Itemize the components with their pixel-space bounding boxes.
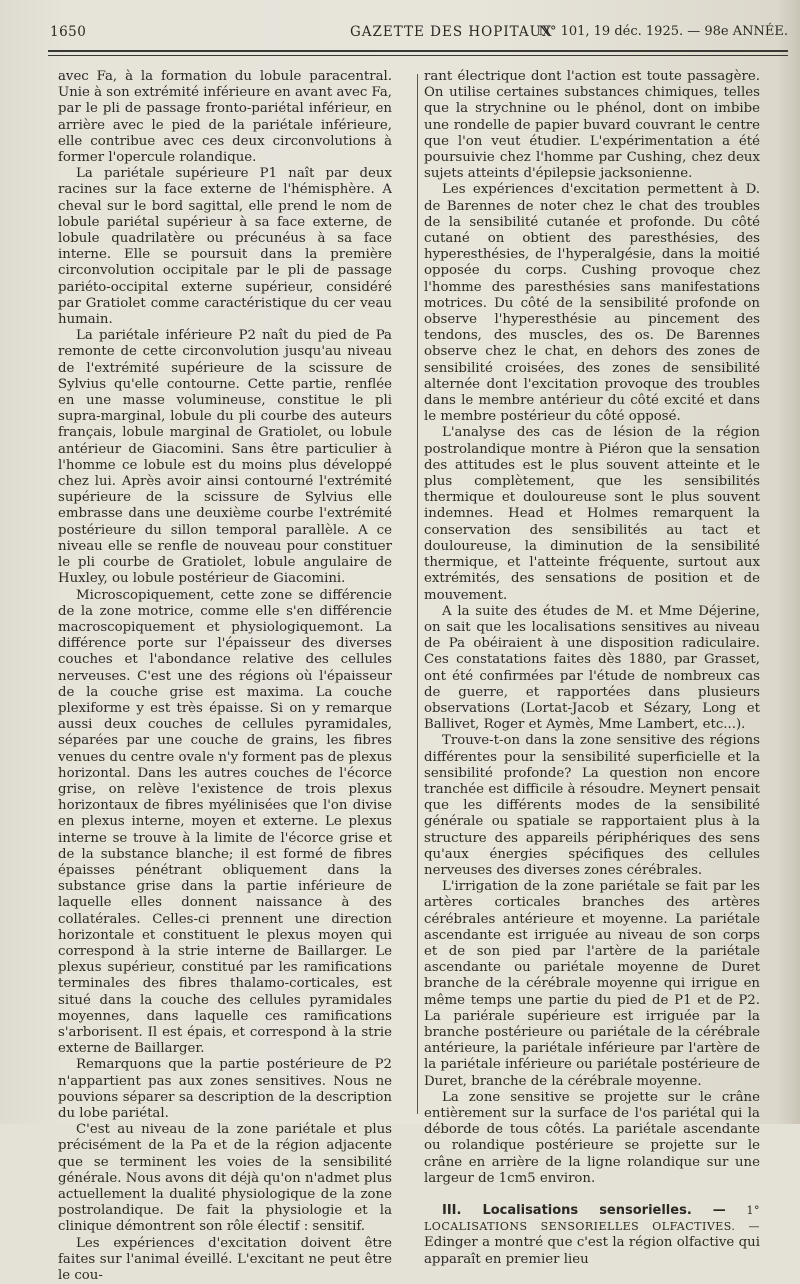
- paragraph: La pariétale inférieure P2 naît du pied de Pa remonte de cette circonvolution jusqu'au niveau de l'extrémité supérieure de la scissure de Sylvius qu'elle contourne. Cette partie, renflée en une masse volumineuse, constitue le pli supra-marginal, lobule du pli courbe des auteurs français, lobule marginal de Gratiolet, ou lobule antérieur de Giacomini. Sans être particulier à l'homme ce lobule est du moins plus développé chez lui. Après avoir ainsi contourné l'extrémité supérieure de la scissure de Sylvius elle embrasse dans une deuxième courbe l'extrémité postérieure du sillon temporal parallèle. A ce niveau elle se renfle de nouveau pour constituer le pli courbe de Gratiolet, lobule angulaire de Huxley, ou lobule postérieur de Giacomini.: [58, 328, 392, 587]
- paragraph: L'analyse des cas de lésion de la région postrolandique montre à Piéron que la sensation des attitudes est le plus souvent atteinte et le plus complètement, que les sensibilités thermique et douloureuse sont le plus souvent indemnes. Head et Holmes remarquent la conservation des sensibilités au tact et douloureuse, la diminution de la sensibilité thermique, et l'atteinte fréquente, surtout aux extrémités, des sensations de position et de mouvement.: [424, 425, 760, 603]
- section-heading: III. Localisations sensorielles. —: [442, 1203, 726, 1219]
- page-number: 1650: [50, 24, 87, 40]
- paragraph: Remarquons que la partie postérieure de P2 n'appartient pas aux zones sensitives. Nous ne pouvions séparer sa description de la description du lobe pariétal.: [58, 1057, 392, 1121]
- running-header: [50, 24, 788, 46]
- paragraph: C'est au niveau de la zone pariétale et plus précisément de la Pa et de la région adjacente que se terminent les voies de la sensibilité générale. Nous avons dit déjà qu'on n'admet plus actuellement la dualité physiologique de la zone postrolandique. De fait la physiologie et la clinique démontrent son rôle électif : sensitif.: [58, 1122, 392, 1235]
- right-column: [424, 69, 760, 1268]
- header-rule-thin: [48, 55, 788, 56]
- paragraph: avec Fa, à la formation du lobule paracentral. Unie à son extrémité inférieure en avant avec Fa, par le pli de passage fronto-pariétal inférieur, en arrière avec le pied de la pariétale inférieure, elle contribue avec ces deux circonvolutions à former l'opercule rolandique.: [58, 69, 392, 166]
- section-text: Edinger a montré que c'est la région olfactive qui apparaît en premier lieu: [424, 1235, 760, 1267]
- section-paragraph: [424, 1203, 760, 1268]
- paragraph: Les expériences d'excitation permettent à D. de Barennes de noter chez le chat des troubles de la sensibilité cutanée et profonde. Du côté cutané on obtient des paresthésies, des hyperesthésies, de l'hyperalgésie, dans la moitié opposée du corps. Cushing provoque chez l'homme des paresthésies sans manifestations motrices. Du côté de la sensibilité profonde on observe l'hyperesthésie au pincement des tendons, des muscles, des os. De Barennes observe chez le chat, en dehors des zones de sensibilité croisées, des zones de sensibilité alternée dont l'excitation provoque des troubles dans le membre antérieur du côté excité et dans le membre postérieur du côté opposé.: [424, 182, 760, 425]
- paragraph: Microscopiquement, cette zone se différencie de la zone motrice, comme elle s'en différencie macroscopiquement et physiologiquemont. La différence porte sur l'épaisseur des diverses couches et l'abondance relative des cellules nerveuses. C'est une des régions où l'épaisseur de la couche grise est maxima. La couche plexiforme y est très épaisse. Si on y remarque aussi deux couches de cellules pyramidales, séparées par une couche de grains, les fibres venues du centre ovale n'y forment pas de plexus horizontal. Dans les autres couches de l'écorce grise, on relève l'existence de trois plexus horizontaux de fibres myélinisées que l'on divise en plexus interne, moyen et externe. Le plexus interne se trouve à la limite de l'écorce grise et de la substance blanche; il est formé de fibres épaisses pénétrant obliquement dans la substance grise dans la partie inférieure de laquelle elles donnent naissance à des collatérales. Celles-ci prennent une direction horizontale et constituent le plexus moyen qui correspond à la strie interne de Baillarger. Le plexus supérieur, constitué par les ramifications terminales des fibres thalamo-corticales, est situé dans la couche des cellules pyramidales moyennes, dans laquelle ces ramifications s'arborisent. Il est épais, et correspond à la strie externe de Baillarger.: [58, 587, 392, 1057]
- paragraph: Les expériences d'excitation doivent être faites sur l'animal éveillé. L'excitant ne peut être le cou-: [58, 1235, 392, 1284]
- left-column: [58, 69, 392, 1284]
- paragraph: A la suite des études de M. et Mme Déjerine, on sait que les localisations sensitives au niveau de Pa obéiraient à une disposition radiculaire. Ces constatations faites dès 1880, par Grasset, ont été confirmées par l'étude de nombreux cas de guerre, et rapportées dans plusieurs observations (Lortat-Jacob et Sézary, Long et Ballivet, Roger et Aymès, Mme Lambert, etc...).: [424, 603, 760, 733]
- paragraph: La pariétale supérieure P1 naît par deux racines sur la face externe de l'hémisphère. A cheval sur le bord sagittal, elle prend le nom de lobule pariétal supérieur à sa face externe, de lobule quadrilatère ou précunéus à sa face interne. Elle se poursuit dans la première circonvolution occipitale par le pli de passage pariéto-occipital externe supérieur, considéré par Gratiolet comme caractéristique du cer veau humain.: [58, 166, 392, 328]
- section-subheading: 1° LOCALISATIONS SENSORIELLES OLFACTIVES. —: [424, 1204, 760, 1234]
- journal-title: GAZETTE DES HOPITAUX: [350, 24, 553, 40]
- column-separator: [417, 74, 418, 1114]
- paragraph: rant électrique dont l'action est toute passagère. On utilise certaines substances chimiques, telles que la strychnine ou le phénol, dont on imbibe une rondelle de papier buvard couvrant le centre que l'on veut étudier. L'expérimentation a été poursuivie chez l'homme par Cushing, chez deux sujets atteints d'épilepsie jacksonienne.: [424, 69, 760, 182]
- paragraph: Trouve-t-on dans la zone sensitive des régions différentes pour la sensibilité superficielle et la sensibilité profonde? La question non encore tranchée est difficile à résoudre. Meynert pensait que les différents modes de la sensibilité générale ou spatiale se rapportaient plus à la structure des appareils périphériques des sens qu'aux énergies spécifiques des cellules nerveuses des diverses zones cérébrales.: [424, 733, 760, 878]
- paragraph: L'irrigation de la zone pariétale se fait par les artères corticales branches des artères cérébrales antérieure et moyenne. La pariétale ascendante est irriguée au niveau de son corps et de son pied par l'artère de la pariétale ascendante ou pariétale moyenne de Duret branche de la cérébrale moyenne qui irrigue en même temps une partie du pied de P1 et de P2. La pariérale supérieure est irriguée par la branche postérieure ou pariétale de la cérébrale antérieure, la pariétale inférieure par l'artère de la pariétale inférieure ou pariétale postérieure de Duret, branche de la cérébrale moyenne.: [424, 879, 760, 1089]
- paragraph: La zone sensitive se projette sur le crâne entièrement sur la surface de l'os pariétal qui la déborde de tous côtés. La pariétale ascendante ou rolandique postérieure se projette sur le crâne en arrière de la ligne rolandique sur une largeur de 1cm5 environ.: [424, 1089, 760, 1186]
- header-rule-thick: [48, 50, 788, 52]
- issue-date: N° 101, 19 déc. 1925. — 98e ANNÉE.: [538, 24, 788, 39]
